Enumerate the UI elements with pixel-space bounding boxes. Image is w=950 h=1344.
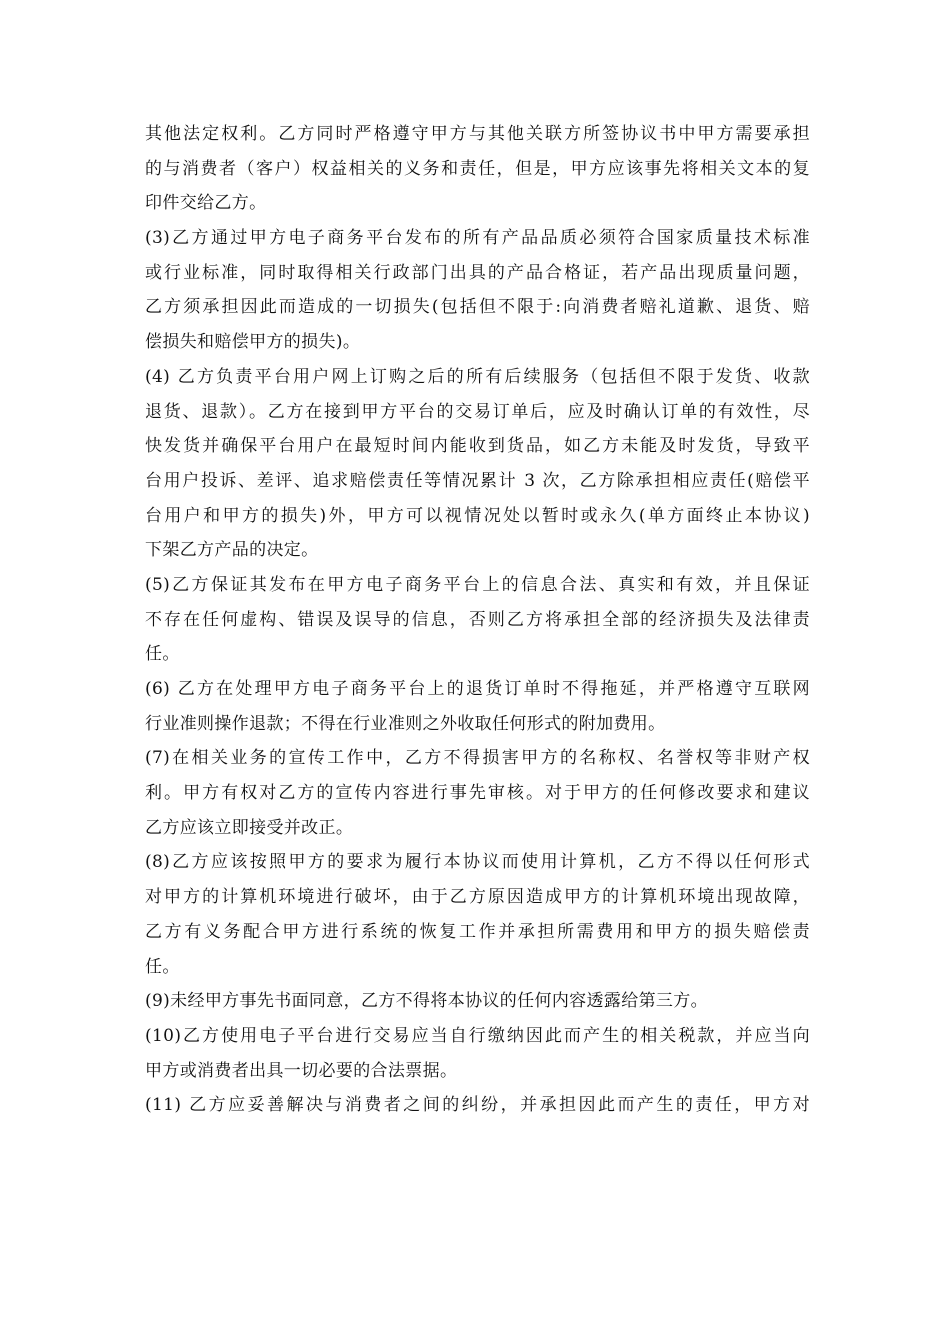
text-line: 任。 — [145, 956, 180, 977]
text-line: 或行业标准，同时取得相关行政部门出具的产品合格证，若产品出现质量问题， — [145, 262, 810, 283]
text-line: (5)乙方保证其发布在甲方电子商务平台上的信息合法、真实和有效，并且保证 — [145, 574, 810, 595]
text-line: (3)乙方通过甲方电子商务平台发布的所有产品品质必须符合国家质量技术标准 — [145, 228, 810, 249]
text-line: (7)在相关业务的宣传工作中，乙方不得损害甲方的名称权、名誉权等非财产权 — [145, 748, 810, 769]
text-line: 乙方须承担因此而造成的一切损失(包括但不限于:向消费者赔礼道歉、退货、赔 — [145, 297, 810, 318]
text-line: 台用户和甲方的损失)外，甲方可以视情况处以暂时或永久(单方面终止本协议) — [145, 505, 810, 526]
text-line: 不存在任何虚构、错误及误导的信息，否则乙方将承担全部的经济损失及法律责 — [145, 609, 810, 630]
text-line: (11) 乙方应妥善解决与消费者之间的纠纷，并承担因此而产生的责任，甲方对 — [145, 1095, 810, 1116]
text-line: (9)未经甲方事先书面同意，乙方不得将本协议的任何内容透露给第三方。 — [145, 991, 708, 1012]
text-line: 退货、退款）。乙方在接到甲方平台的交易订单后，应及时确认订单的有效性，尽 — [145, 401, 810, 422]
text-line: 乙方有义务配合甲方进行系统的恢复工作并承担所需费用和甲方的损失赔偿责 — [145, 921, 810, 942]
text-line: 印件交给乙方。 — [145, 193, 267, 214]
text-line: (6) 乙方在处理甲方电子商务平台上的退货订单时不得拖延，并严格遵守互联网 — [145, 679, 810, 699]
document-body — [145, 117, 810, 1123]
text-line: 台用户投诉、差评、追求赔偿责任等情况累计 3 次，乙方除承担相应责任(赔偿平 — [145, 470, 810, 491]
text-line: (8)乙方应该按照甲方的要求为履行本协议而使用计算机，乙方不得以任何形式 — [145, 852, 810, 873]
text-line: 乙方应该立即接受并改正。 — [145, 817, 354, 838]
text-line: 任。 — [145, 644, 180, 665]
text-line: (4) 乙方负责平台用户网上订购之后的所有后续服务（包括但不限于发货、收款 — [145, 366, 810, 387]
text-line: 的与消费者（客户）权益相关的义务和责任，但是，甲方应该事先将相关文本的复 — [145, 158, 810, 179]
text-line: 其他法定权利。乙方同时严格遵守甲方与其他关联方所签协议书中甲方需要承担 — [145, 124, 810, 144]
text-line: (10)乙方使用电子平台进行交易应当自行缴纳因此而产生的相关税款，并应当向 — [145, 1025, 810, 1046]
text-line: 对甲方的计算机环境进行破坏，由于乙方原因造成甲方的计算机环境出现故障， — [145, 887, 810, 908]
text-line: 行业准则操作退款；不得在行业准则之外收取任何形式的附加费用。 — [145, 713, 666, 734]
text-line: 快发货并确保平台用户在最短时间内能收到货品，如乙方未能及时发货，导致平 — [145, 436, 810, 457]
text-line: 偿损失和赔偿甲方的损失)。 — [145, 332, 361, 353]
text-line: 甲方或消费者出具一切必要的合法票据。 — [145, 1060, 458, 1081]
text-line: 利。甲方有权对乙方的宣传内容进行事先审核。对于甲方的任何修改要求和建议 — [145, 783, 810, 804]
text-line: 下架乙方产品的决定。 — [145, 540, 319, 561]
